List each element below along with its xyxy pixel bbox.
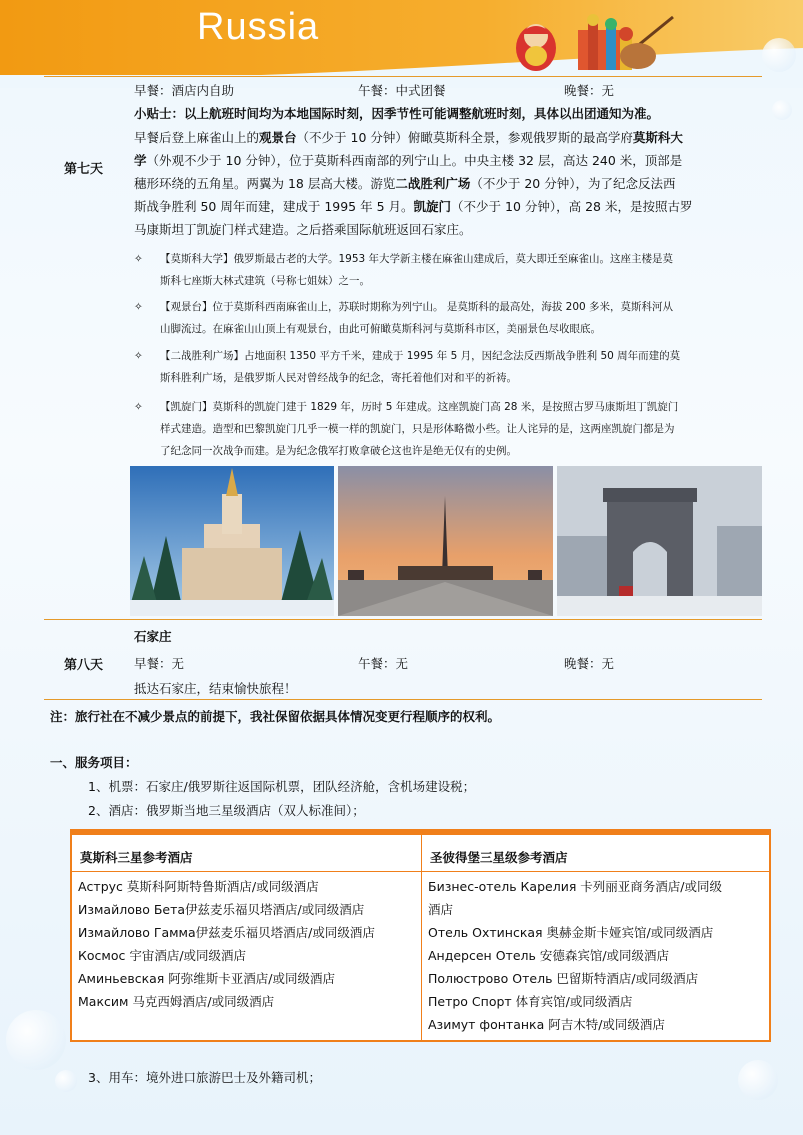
hotel-item: Петро Спорт 体育宾馆/或同级酒店	[428, 994, 633, 1009]
diamond-bullet-icon: ✧	[134, 253, 143, 265]
page-title: Russia	[197, 6, 320, 48]
photo-triumphal-arch	[557, 466, 762, 616]
hotel-item: Полюстрово Отель 巴留斯特酒店/或同级酒店	[428, 971, 699, 986]
hotel-table	[70, 829, 771, 1042]
decor-bubble	[762, 38, 796, 72]
note-line: 样式建造。造型和巴黎凯旋门几乎一模一样的凯旋门，只是形体略微小些。让人诧异的是，这两座凯旋门都是为	[160, 423, 675, 435]
note-line: 【二战胜利广场】占地面积 1350 平方千米，建成于 1995 年 5 月，因纪念法反西斯战争胜利 50 周年而建的莫	[160, 350, 681, 362]
desc-run: 穗形环绕的五角星。两翼为 18 层高大楼。游览	[134, 176, 396, 191]
photo-victory-park	[338, 466, 553, 616]
spb-hotels-column	[422, 835, 769, 1040]
desc-run: （外观不少于 10 分钟），位于莫斯科西南部的列宁山上。中央主楼 32 层，高达 240 米，顶部是	[146, 153, 683, 168]
note-line: 斯科胜利广场，是俄罗斯人民对曾经战争的纪念，寄托着他们对和平的祈祷。	[160, 372, 517, 384]
desc-run: 斯战争胜利 50 周年而建，建成于 1995 年 5 月。	[134, 199, 414, 214]
hotel-item: Космос 宇宙酒店/或同级酒店	[78, 948, 247, 963]
day7-description-line	[134, 128, 683, 146]
decor-bubble	[738, 1060, 778, 1100]
desc-run: 马康斯坦丁凯旋门样式建造。之后搭乘国际航班返回石家庄。	[134, 222, 472, 237]
desc-run: 二战胜利广场	[395, 176, 471, 191]
service-flight: 1、机票：石家庄/俄罗斯往返国际机票，团队经济舱，含机场建设税；	[88, 779, 476, 794]
hotel-item: Аструс 莫斯科阿斯特鲁斯酒店/或同级酒店	[78, 879, 319, 894]
day8-lunch: 午餐：无	[358, 656, 409, 671]
hotel-item: Азимут фонтанка 阿吉木特/或同级酒店	[428, 1017, 665, 1032]
day7-description-line	[134, 174, 675, 192]
service-car: 3、用车：境外进口旅游巴士及外籍司机；	[88, 1070, 321, 1085]
attraction-note	[134, 248, 673, 292]
diamond-bullet-icon: ✧	[134, 401, 143, 413]
day7-breakfast: 早餐：酒店内自助	[134, 83, 235, 98]
day7-label: 第七天	[64, 162, 104, 177]
desc-run: 观景台	[259, 130, 297, 145]
services-heading: 一、服务项目：	[50, 755, 138, 770]
hotel-item: Отель Охтинская 奥赫金斯卡娅宾馆/或同级酒店	[428, 925, 714, 940]
hotel-item: Измайлово Гамма伊兹麦乐福贝塔酒店/或同级酒店	[78, 925, 375, 940]
diamond-bullet-icon: ✧	[134, 350, 143, 362]
note-line: 【凯旋门】莫斯科的凯旋门建于 1829 年，历时 5 年建成。这座凯旋门高 28 米，是按照古罗马康斯坦丁凯旋门	[160, 401, 679, 413]
hotel-item: 酒店	[428, 902, 454, 917]
day8-city: 石家庄	[134, 629, 172, 644]
table-rule	[44, 76, 762, 77]
day7-description-line	[134, 220, 472, 238]
table-rule	[44, 699, 762, 700]
spb-hotels-header: 圣彼得堡三星级参考酒店	[422, 835, 769, 872]
day7-description-line	[134, 151, 682, 169]
desc-run: 莫斯科大	[632, 130, 683, 145]
note-line: 了纪念同一次战争而建。是为纪念俄军打败拿破仑这也许是绝无仅有的史例。	[160, 445, 517, 457]
service-hotel: 2、酒店：俄罗斯当地三星级酒店（双人标准间）；	[88, 803, 365, 818]
itinerary-footnote: 注：旅行社在不减少景点的前提下，我社保留依据具体情况变更行程顺序的权利。	[50, 709, 501, 724]
day8-description: 抵达石家庄，结束愉快旅程！	[134, 681, 297, 696]
note-line: 【观景台】位于莫斯科西南麻雀山上，苏联时期称为列宁山。 是莫斯科的最高处，海拔 200 多米，莫斯科河从	[160, 301, 674, 313]
hotel-item: Андерсен Отель 安德森宾馆/或同级酒店	[428, 948, 670, 963]
table-rule	[44, 619, 762, 620]
hotel-item: Максим 马克西姆酒店/或同级酒店	[78, 994, 275, 1009]
moscow-hotels-header: 莫斯科三星参考酒店	[72, 835, 421, 872]
attraction-note	[134, 296, 673, 340]
decor-bubble	[6, 1010, 66, 1070]
note-line: 山脚流过。在麻雀山山顶上有观景台，由此可俯瞰莫斯科河与莫斯科市区，美丽景色尽收眼底。	[160, 323, 601, 335]
decor-bubble	[772, 100, 792, 120]
day7-tip: 小贴士：以上航班时间均为本地国际时刻，因季节性可能调整航班时刻，具体以出团通知为准。	[134, 106, 660, 121]
day7-dinner: 晚餐：无	[564, 83, 615, 98]
hotel-item: Бизнес-отель Карелия 卡列丽亚商务酒店/或同级	[428, 879, 723, 894]
note-line: 斯科七座斯大林式建筑（号称七姐妹）之一。	[160, 275, 370, 287]
desc-run: （不少于 10 分钟）俯瞰莫斯科全景，参观俄罗斯的最高学府	[296, 130, 633, 145]
desc-run: 凯旋门	[413, 199, 452, 214]
day8-label: 第八天	[64, 658, 104, 673]
attraction-note	[134, 345, 680, 389]
note-line: 【莫斯科大学】俄罗斯最古老的大学。1953 年大学新主楼在麻雀山建成后，莫大即迁至麻雀山。这座主楼是莫	[160, 253, 674, 265]
hotel-item: Измайлово Бета伊兹麦乐福贝塔酒店/或同级酒店	[78, 902, 365, 917]
photo-moscow-university	[130, 466, 334, 616]
attraction-note	[134, 396, 678, 462]
day7-description-line	[134, 197, 693, 215]
day8-dinner: 晚餐：无	[564, 656, 615, 671]
desc-run: （不少于 20 分钟），为了纪念反法西	[470, 176, 676, 191]
russia-decoration-icon	[508, 12, 678, 72]
day8-breakfast: 早餐：无	[134, 656, 185, 671]
desc-run: （不少于 10 分钟），高 28 米，是按照古罗	[451, 199, 693, 214]
decor-bubble	[55, 1070, 77, 1092]
moscow-hotels-column	[72, 835, 422, 1040]
day7-lunch: 午餐：中式团餐	[358, 83, 446, 98]
hotel-item: Аминьевская 阿弥维斯卡亚酒店/或同级酒店	[78, 971, 335, 986]
diamond-bullet-icon: ✧	[134, 301, 143, 313]
desc-run: 早餐后登上麻雀山上的	[134, 130, 260, 145]
desc-run: 学	[134, 153, 147, 168]
